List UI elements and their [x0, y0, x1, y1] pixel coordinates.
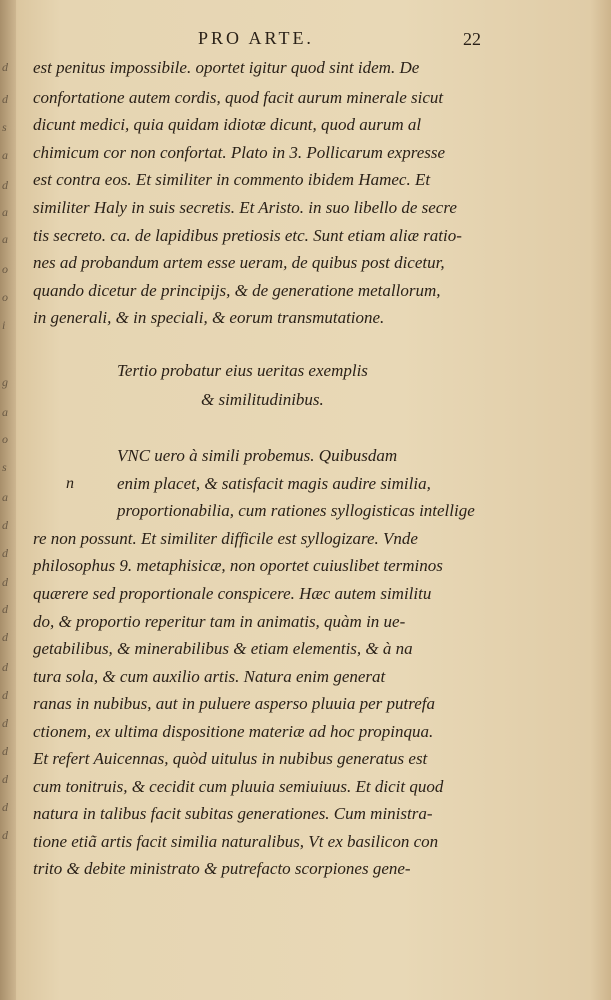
gutter-mark: d [2, 660, 8, 674]
text-line: proportionabilia, cum rationes syllogisticas intellige [117, 501, 475, 520]
gutter-mark: d [2, 546, 8, 560]
text-line: philosophus 9. metaphisicæ, non oportet cuiuslibet terminos [33, 556, 443, 575]
text-line: enim placet, & satisfacit magis audire similia, [117, 474, 431, 493]
drop-initial: n [66, 475, 74, 492]
gutter-mark: d [2, 92, 8, 106]
text-line: tione etiã artis facit similia naturalibus, Vt ex basilicon con [33, 832, 439, 851]
gutter-mark: d [2, 575, 8, 589]
text-line: quando dicetur de principijs, & de generatione metallorum, [33, 281, 441, 300]
gutter-mark: o [2, 262, 8, 276]
gutter-mark: d [2, 518, 8, 532]
text-line: Et refert Auicennas, quòd uitulus in nubibus generatus est [33, 749, 428, 768]
text-line: getabilibus, & minerabilibus & etiam elementis, & à na [33, 639, 413, 658]
gutter-mark: d [2, 744, 8, 758]
text-line: natura in talibus facit subitas generationes. Cum ministra- [33, 804, 433, 823]
gutter-mark: a [2, 490, 8, 504]
text-line: re non possunt. Et similiter difficile est syllogizare. Vnde [33, 529, 418, 548]
text-line: dicunt medici, quia quidam idiotæ dicunt, quod aurum al [33, 115, 422, 134]
gutter-mark: o [2, 290, 8, 304]
gutter-mark: g [2, 375, 8, 389]
text-line: VNC uero à simili probemus. Quibusdam [117, 446, 398, 465]
text-line: similiter Haly in suis secretis. Et Aristo. in suo libello de secre [33, 198, 457, 217]
gutter-mark: d [2, 602, 8, 616]
text-line: tura sola, & cum auxilio artis. Natura enim generat [33, 667, 386, 686]
text-line: tis secreto. ca. de lapidibus pretiosis etc. Sunt etiam aliæ ratio- [33, 226, 462, 245]
gutter-mark: d [2, 60, 8, 74]
text-line: ctionem, ex ultima dispositione materiæ ad hoc propinqua. [33, 722, 434, 741]
gutter-mark: o [2, 432, 8, 446]
gutter-mark: d [2, 630, 8, 644]
gutter-mark: s [2, 460, 7, 474]
text-line: est penitus impossibile. oportet igitur quod sint idem. De [33, 58, 420, 77]
gutter-mark: d [2, 800, 8, 814]
text-line: chimicum cor non confortat. Plato in 3. Pollicarum expresse [33, 143, 446, 162]
section-heading: Tertio probatur eius ueritas exemplis [117, 361, 368, 380]
gutter-mark: d [2, 178, 8, 192]
text-line: ranas in nubibus, aut in puluere asperso pluuia per putrefa [33, 694, 436, 713]
running-title: PRO ARTE. [198, 28, 314, 48]
text-line: nes ad probandum artem esse ueram, de quibus post dicetur, [33, 253, 445, 272]
gutter-mark: d [2, 828, 8, 842]
text-line: confortatione autem cordis, quod facit aurum minerale sicut [33, 88, 444, 107]
section-heading-continued: & similitudinibus. [201, 390, 324, 409]
gutter-mark: d [2, 772, 8, 786]
text-line: do, & proportio reperitur tam in animatis, quàm in ue- [33, 612, 406, 631]
text-line: trito & debite ministrato & putrefacto scorpiones gene- [33, 859, 411, 878]
gutter-mark: a [2, 205, 8, 219]
text-line: est contra eos. Et similiter in commento ibidem Hamec. Et [33, 170, 431, 189]
page-number: 22 [463, 29, 481, 49]
gutter-mark: s [2, 120, 7, 134]
gutter-mark: a [2, 232, 8, 246]
gutter-mark: d [2, 716, 8, 730]
gutter-mark: a [2, 405, 8, 419]
gutter-mark: a [2, 148, 8, 162]
text-line: quærere sed proportionale conspicere. Hæc autem similitu [33, 584, 432, 603]
text-line: in generali, & in speciali, & eorum transmutatione. [33, 308, 385, 327]
gutter-mark: d [2, 688, 8, 702]
text-line: cum tonitruis, & cecidit cum pluuia semiuiuus. Et dicit quod [33, 777, 444, 796]
gutter-mark: i [2, 318, 6, 332]
